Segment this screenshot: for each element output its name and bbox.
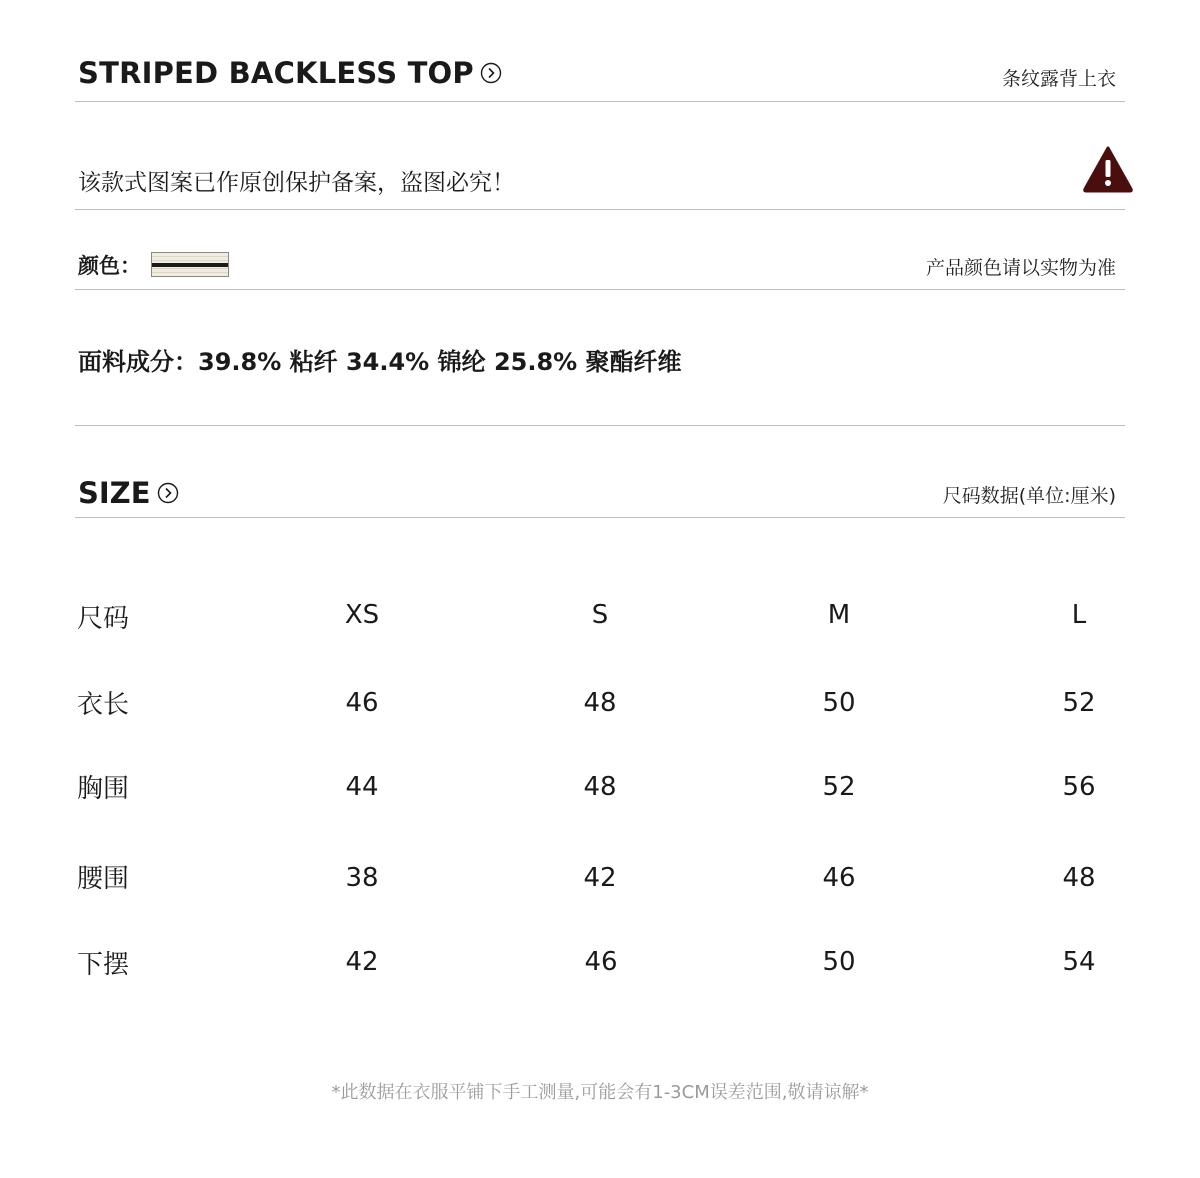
size-header-label: 尺码 <box>77 604 130 634</box>
size-unit-note: 尺码数据(单位:厘米) <box>942 485 1116 507</box>
swatch-stripe <box>152 263 228 267</box>
product-title <box>78 56 502 90</box>
table-cell: 42 <box>345 947 379 977</box>
color-swatch[interactable] <box>151 252 229 277</box>
divider <box>75 425 1125 426</box>
table-cell: 42 <box>583 863 617 893</box>
table-cell: 44 <box>345 772 379 802</box>
color-note: 产品颜色请以实物为准 <box>925 257 1116 279</box>
divider <box>75 209 1125 210</box>
table-cell: 52 <box>822 772 856 802</box>
table-row-label: 衣长 <box>77 690 130 720</box>
table-row-label: 下摆 <box>77 950 130 980</box>
table-cell: 52 <box>1062 688 1096 718</box>
size-title-text: SIZE <box>78 476 151 510</box>
circle-arrow-right-icon <box>157 482 179 504</box>
size-header-l: L <box>1071 600 1087 630</box>
circle-arrow-right-icon <box>480 62 502 84</box>
product-title-cn: 条纹露背上衣 <box>1001 68 1116 90</box>
table-row-label: 胸围 <box>77 774 130 804</box>
table-cell: 46 <box>584 947 618 977</box>
table-cell: 54 <box>1062 947 1096 977</box>
measurement-footnote: *此数据在衣服平铺下手工测量,可能会有1-3CM误差范围,敬请谅解* <box>331 1082 869 1103</box>
product-title-text: STRIPED BACKLESS TOP <box>78 56 474 90</box>
divider <box>75 289 1125 290</box>
color-label: 颜色： <box>78 254 141 278</box>
table-cell: 48 <box>1062 863 1096 893</box>
table-cell: 38 <box>345 863 379 893</box>
table-cell: 48 <box>583 772 617 802</box>
table-row-label: 腰围 <box>77 864 130 894</box>
size-header-s: S <box>591 600 609 630</box>
size-section-title <box>78 476 179 510</box>
copyright-notice: 该款式图案已作原创保护备案，盗图必究！ <box>78 170 515 196</box>
size-header-m: M <box>827 600 851 630</box>
divider <box>75 101 1125 102</box>
table-cell: 46 <box>822 863 856 893</box>
divider <box>75 517 1125 518</box>
table-cell: 48 <box>583 688 617 718</box>
table-cell: 50 <box>822 947 856 977</box>
table-cell: 46 <box>345 688 379 718</box>
warning-triangle-icon <box>1082 145 1134 193</box>
size-header-xs: XS <box>344 600 380 630</box>
fabric-composition: 面料成分：39.8% 粘纤 34.4% 锦纶 25.8% 聚酯纤维 <box>78 348 682 376</box>
table-cell: 50 <box>822 688 856 718</box>
table-cell: 56 <box>1062 772 1096 802</box>
